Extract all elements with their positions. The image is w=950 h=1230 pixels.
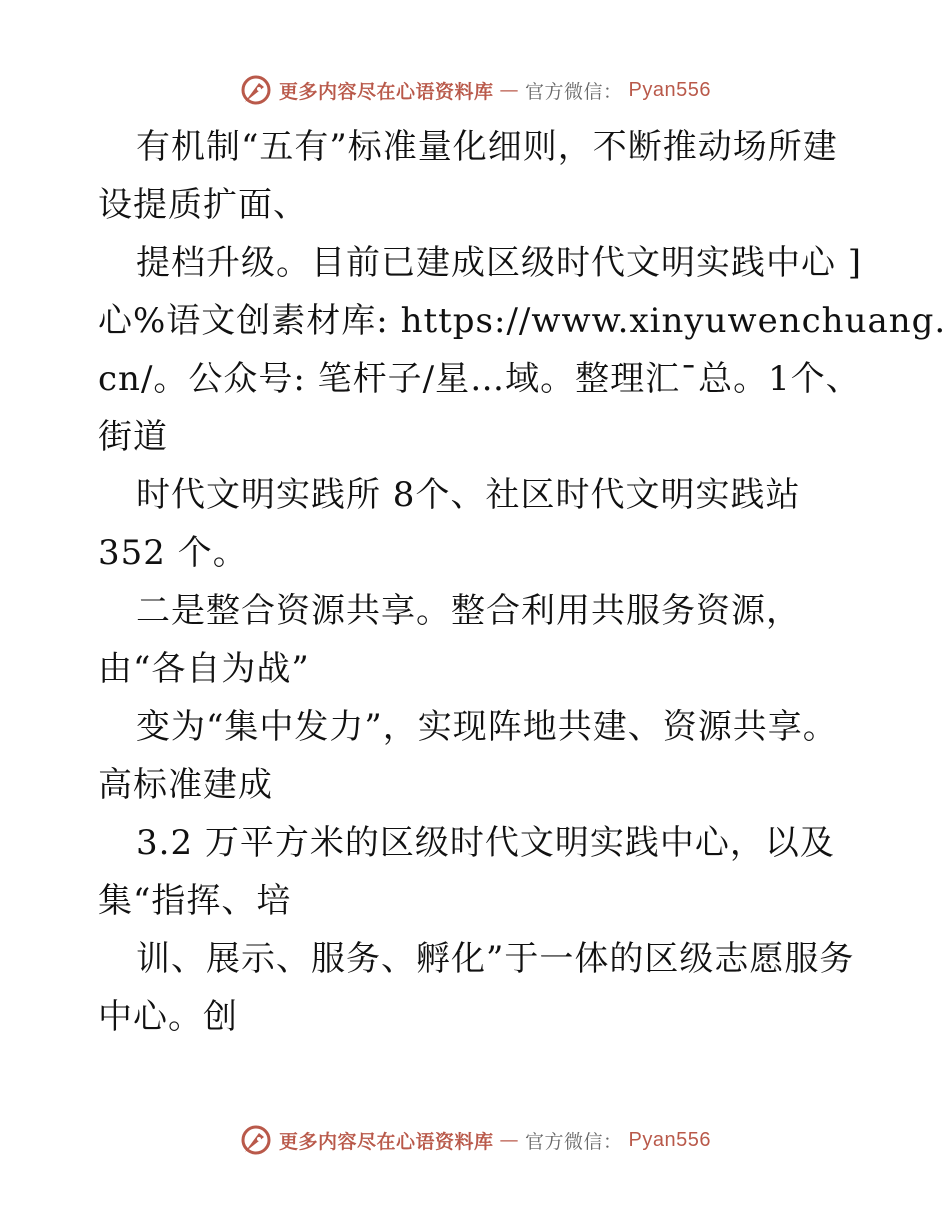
banner-wechat-label: 官方微信： [525,80,623,103]
banner-wechat-label: 官方微信： [525,1130,623,1153]
pen-nib-circle-icon [239,73,273,107]
banner-dash: — [499,79,520,101]
body-line: 中心。创 [98,997,238,1037]
body-line: 训、展示、服务、孵化”于一体的区级志愿服务 [136,939,855,979]
body-line: 由“各自为战” [98,649,310,689]
pen-nib-circle-icon [239,1123,273,1157]
body-line: 3.2 万平方米的区级时代文明实践中心，以及 [136,823,835,863]
banner-site-text: 更多内容尽在心语资料库 [279,1130,494,1153]
header-banner [0,70,950,110]
body-line: 二是整合资源共享。整合利用共服务资源， [136,591,801,631]
banner-wechat-id: Pyan556 [628,78,711,101]
body-line: 设提质扩面、 [98,185,308,225]
footer-banner [0,1120,950,1160]
body-line: 变为“集中发力”，实现阵地共建、资源共享。 [136,707,838,747]
banner-site-text: 更多内容尽在心语资料库 [279,80,494,103]
body-line: 集“指挥、培 [98,881,292,921]
body-line: 高标准建成 [98,765,273,805]
body-line: 心%语文创素材库: https://www.xinyuwenchuang. [98,301,947,341]
body-line: cn/。公众号: 笔杆子/星…域。整理汇¯总。1个、 [98,359,861,399]
body-line: 时代文明实践所 8个、社区时代文明实践站 [136,475,801,515]
body-line: 有机制“五有”标准量化细则，不断推动场所建 [136,127,838,167]
banner-wechat-id: Pyan556 [628,1128,711,1151]
banner-dash: — [499,1129,520,1151]
body-line: 352 个。 [98,533,248,573]
document-body [98,118,947,1046]
body-line: 街道 [98,417,168,457]
body-line: 提档升级。目前已建成区级时代文明实践中心 ] [136,243,863,283]
